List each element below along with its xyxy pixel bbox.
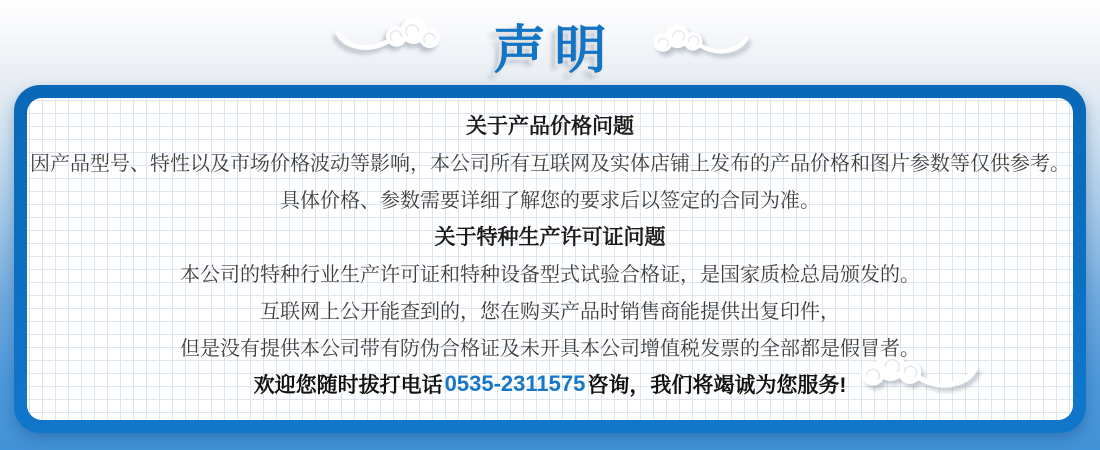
section-heading-license: 关于特种生产许可证问题 xyxy=(434,225,666,249)
notice-line: 互联网上公开能查到的，您在购买产品时销售商能提供出复印件， xyxy=(260,301,840,323)
hotline-suffix: 咨询，我们将竭诚为您服务! xyxy=(587,373,847,397)
notice-card xyxy=(27,98,1073,420)
notice-line: 但是没有提供本公司带有防伪合格证及未开具本公司增值税发票的全部都是假冒者。 xyxy=(180,338,920,360)
section-heading-price: 关于产品价格问题 xyxy=(466,114,634,138)
notice-line: 因产品型号、特性以及市场价格波动等影响，本公司所有互联网及实体店铺上发布的产品价格和图片参数等仅供参考。 xyxy=(30,153,1070,175)
notice-frame xyxy=(14,85,1086,433)
hotline-line xyxy=(27,365,1073,402)
banner-header xyxy=(0,0,1100,86)
cloud-icon xyxy=(648,21,748,59)
notice-line: 本公司的特种行业生产许可证和特种设备型式试验合格证，是国家质检总局颁发的。 xyxy=(180,264,920,286)
hotline-prefix: 欢迎您随时拔打电话 xyxy=(253,373,443,397)
hotline-phone-number: 0535-2311575 xyxy=(444,370,586,396)
notice-line: 具体价格、参数需要详细了解您的要求后以签定的合同为准。 xyxy=(280,190,820,212)
banner-title: 声明 xyxy=(493,22,616,80)
